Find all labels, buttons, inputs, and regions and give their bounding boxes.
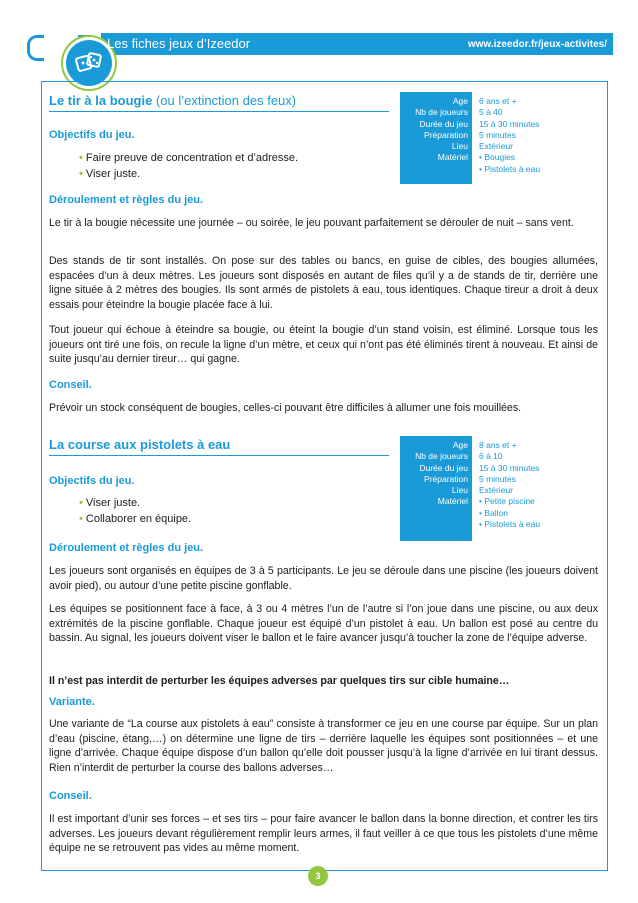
info-label-material: Matériel xyxy=(437,496,468,507)
game1-rules-heading: Déroulement et règles du jeu. xyxy=(49,194,204,206)
info-label-place: Lieu xyxy=(451,141,468,152)
info-value-duration: 15 à 30 minutes xyxy=(479,462,540,473)
game1-objectives-list xyxy=(79,150,298,182)
info-value-age: 8 ans et + xyxy=(479,440,517,450)
game1-title xyxy=(49,92,389,112)
logo-left-bracket xyxy=(27,35,44,61)
info-value-material-2: • Ballon xyxy=(479,507,508,518)
info-label-duration: Durée du jeu xyxy=(419,118,468,129)
info-label-players: Nb de joueurs xyxy=(415,107,468,118)
game2-tip-heading: Conseil. xyxy=(49,790,92,802)
game1-info-labels xyxy=(400,92,472,184)
header-title: Les fiches jeux d’Izeedor xyxy=(107,36,251,51)
game2-objectives-list xyxy=(79,495,191,527)
list-item: • Viser juste. xyxy=(79,495,191,511)
info-label-preparation: Préparation xyxy=(424,473,468,484)
list-item: • Collaborer en équipe. xyxy=(79,511,191,527)
game1-title-subtitle: (ou l’extinction des feux) xyxy=(155,93,297,108)
info-label-age: Age xyxy=(452,96,468,106)
info-label-players: Nb de joueurs xyxy=(415,451,468,462)
game2-rules-p1: Les joueurs sont organisés en équipes de 3 à 5 participants. Le jeu se déroule dans une piscine (les joueurs doivent avoir pied), ou autour d’une petite piscine gonflable. xyxy=(49,565,598,592)
info-label-age: Age xyxy=(452,440,468,450)
game2-info-labels xyxy=(400,436,472,541)
game2-rules-p2: Les équipes se positionnent face à face, à 3 ou 4 mètres l’un de l’autre si l’on joue dans une piscine, ou aux deux extrémités de la piscine gonflable. Chaque joueur est équipé d’un pistolet à eau. Un ballon est posé au centre du bassin. Au signal, les joueurs doivent viser le ballon et le faire avancer jusqu’à toucher la zone de l’équipe adverse. xyxy=(49,603,598,645)
logo xyxy=(21,20,101,69)
game2-info-values xyxy=(472,436,598,541)
info-value-preparation: 5 minutes xyxy=(479,129,516,140)
game2-objectives-heading: Objectifs du jeu. xyxy=(49,475,135,487)
info-value-material-1: • Bougies xyxy=(479,152,516,163)
game2-infobox xyxy=(400,436,598,541)
game1-title-main: Le tir à la bougie xyxy=(49,93,153,108)
game2-variant: Une variante de “La course aux pistolets à eau” consiste à transformer ce jeu en une course par équipe. Sur un plan d’eau (piscine, étang,…) on détermine une ligne de tirs – derrière laquelle les équipes sont positionnées – et une ligne d’arrivée. Chaque équipe dispose d’un ballon qu’elle doit pousser jusqu’à la ligne d’arrivée en lui tirant dessus. Rien n’interdit de perturber la course des ballons adverses… xyxy=(49,718,598,775)
game2-rules-heading: Déroulement et règles du jeu. xyxy=(49,542,204,554)
game1-rules-p3: Tout joueur qui échoue à éteindre sa bougie, ou éteint la bougie d’un stand voisin, est éliminé. Lorsque tous les joueurs ont tiré une fois, on recule la ligne d’un mètre, et ceux qui n’ont pas été éliminés tirent à nouveau. Et ainsi de suite jusqu’au dernier tireur… qui gagne. xyxy=(49,324,598,366)
game1-tip: Prévoir un stock conséquent de bougies, celles-ci pouvant être difficiles à allumer une fois mouillées. xyxy=(49,402,522,414)
game2-title xyxy=(49,436,389,456)
game1-rules-p2: Des stands de tir sont installés. On pose sur des tables ou bancs, en guise de cibles, des bougies allumées, espacées d’un à deux mètres. Les joueurs sont disposés en autant de files qu’il y a de stands de tir, derrière une ligne située à 2 mètres des bougies. Ils sont armés de pistolets à eau, tous identiques. Chaque tireur a droit à deux essais pour éteindre la bougie placée face à lui. xyxy=(49,255,598,312)
info-label-material: Matériel xyxy=(437,152,468,163)
info-value-material-2: • Pistolets à eau xyxy=(479,163,541,174)
dice-logo-icon xyxy=(66,40,112,86)
info-value-players: 5 à 40 xyxy=(479,107,503,118)
info-value-players: 6 à 10 xyxy=(479,451,503,462)
info-value-age: 6 ans et + xyxy=(479,96,517,106)
game2-tip: Il est important d’unir ses forces – et ses tirs – pour faire avancer le ballon dans la bonne direction, et contrer les tirs adverses. Les joueurs devant régulièrement remplir leurs armes, il faut veiller à ce que tous les pistolets d’une même équipe ne se retrouvent pas vides au même moment. xyxy=(49,813,598,855)
info-value-place: Extérieur xyxy=(479,141,514,152)
list-item: • Faire preuve de concentration et d’adresse. xyxy=(79,150,298,166)
info-label-place: Lieu xyxy=(451,485,468,496)
list-item: • Viser juste. xyxy=(79,166,298,182)
game1-infobox xyxy=(400,92,598,184)
info-label-preparation: Préparation xyxy=(424,129,468,140)
info-value-preparation: 5 minutes xyxy=(479,473,516,484)
header-url[interactable]: www.izeedor.fr/jeux-activites/ xyxy=(467,39,607,50)
info-value-duration: 15 à 30 minutes xyxy=(479,118,540,129)
game2-rules-bold: Il n’est pas interdit de perturber les équipes adverses par quelques tirs sur cible humaine… xyxy=(49,675,510,687)
info-value-material-3: • Pistolets à eau xyxy=(479,519,541,530)
game1-tip-heading: Conseil. xyxy=(49,379,92,391)
game1-rules-p1: Le tir à la bougie nécessite une journée – ou soirée, le jeu pouvant parfaitement se dérouler de nuit – sans vent. xyxy=(49,217,574,229)
info-value-place: Extérieur xyxy=(479,485,514,496)
page-number: 3 xyxy=(308,866,328,886)
info-value-material-1: • Petite piscine xyxy=(479,496,535,507)
game1-info-values xyxy=(472,92,598,184)
game2-title-main: La course aux pistolets à eau xyxy=(49,437,231,452)
info-label-duration: Durée du jeu xyxy=(419,462,468,473)
game2-variant-heading: Variante. xyxy=(49,696,95,708)
game1-objectives-heading: Objectifs du jeu. xyxy=(49,129,135,141)
